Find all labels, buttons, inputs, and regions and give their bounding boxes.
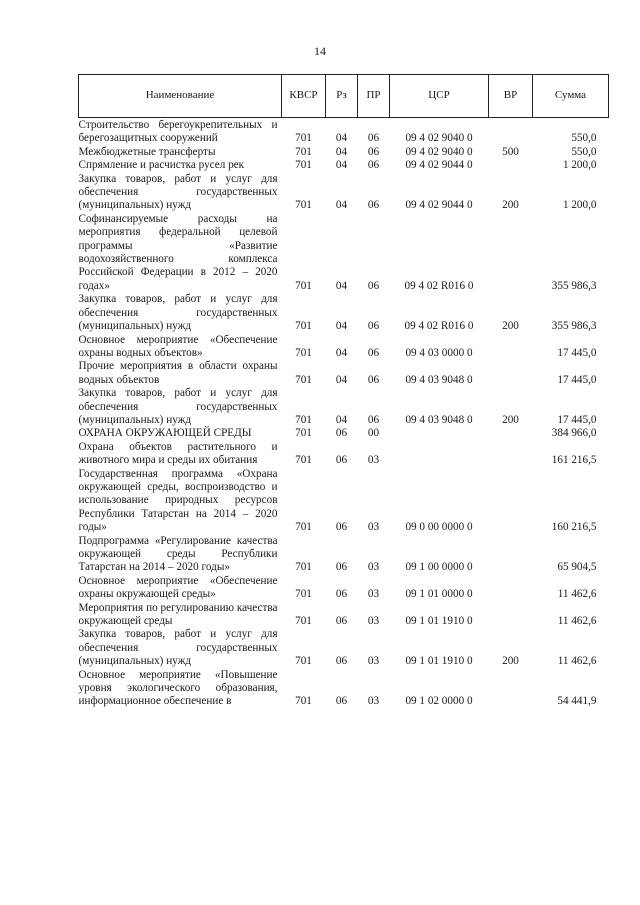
row-csr: 09 1 00 0000 0 bbox=[405, 561, 473, 574]
row-csr: 09 4 02 9044 0 bbox=[405, 199, 473, 212]
row-name: Закупка товаров, работ и услуг для обеспечения государственных (муниципальных) нужд bbox=[78, 387, 278, 426]
row-pr: 03 bbox=[367, 561, 380, 574]
row-name: Закупка товаров, работ и услуг для обеспечения государственных (муниципальных) нужд bbox=[78, 172, 278, 212]
row-kvsr: 701 bbox=[295, 159, 312, 172]
row-rz: 06 bbox=[335, 521, 348, 534]
row-vr bbox=[489, 427, 533, 440]
row-kvsr: 701 bbox=[295, 373, 312, 386]
row-name: Подпрограмма «Регулирование качества окружающей среды Республики Татарстан на 2014 – 2020 годы» bbox=[78, 534, 278, 574]
header-csr: ЦСР bbox=[390, 75, 489, 118]
row-kvsr: 701 bbox=[295, 588, 312, 601]
row-sum: 17 445,0 bbox=[557, 373, 597, 386]
row-rz: 06 bbox=[335, 588, 348, 601]
row-sum: 11 462,6 bbox=[557, 588, 597, 601]
row-rz: 04 bbox=[335, 279, 348, 292]
row-sum: 11 462,6 bbox=[557, 615, 597, 628]
row-sum: 54 441,9 bbox=[557, 695, 597, 708]
row-rz: 06 bbox=[335, 615, 348, 628]
row-vr bbox=[489, 213, 533, 293]
table-row bbox=[79, 173, 609, 213]
row-rz: 06 bbox=[335, 427, 348, 440]
row-pr: 06 bbox=[367, 320, 380, 333]
row-sum: 1 200,0 bbox=[562, 159, 597, 172]
row-rz: 06 bbox=[335, 454, 348, 467]
row-csr bbox=[390, 427, 489, 440]
row-pr: 06 bbox=[367, 159, 380, 172]
table-row bbox=[79, 602, 609, 629]
row-csr: 09 4 03 0000 0 bbox=[405, 346, 473, 359]
table-row bbox=[79, 334, 609, 361]
row-name: Закупка товаров, работ и услуг для обеспечения государственных (муниципальных) нужд bbox=[78, 293, 278, 333]
header-pr: ПР bbox=[358, 75, 390, 118]
row-name: Строительство берегоукрепительных и берегозащитных сооружений bbox=[78, 119, 278, 145]
row-sum: 384 966,0 bbox=[551, 427, 597, 440]
row-name: Основное мероприятие «Повышение уровня экологического образования, информационное обеспечение в bbox=[78, 668, 278, 708]
row-pr: 06 bbox=[367, 145, 380, 158]
row-sum: 550,0 bbox=[571, 145, 597, 158]
row-sum: 65 904,5 bbox=[557, 561, 597, 574]
row-kvsr: 701 bbox=[295, 427, 312, 440]
row-kvsr: 701 bbox=[295, 521, 312, 534]
row-name: Мероприятия по регулированию качества окружающей среды bbox=[78, 601, 278, 628]
row-kvsr: 701 bbox=[295, 320, 312, 333]
row-pr: 03 bbox=[367, 588, 380, 601]
row-csr: 09 4 03 9048 0 bbox=[405, 413, 473, 426]
row-rz: 04 bbox=[335, 413, 348, 426]
row-kvsr: 701 bbox=[295, 132, 312, 145]
row-sum: 161 216,5 bbox=[551, 454, 597, 467]
row-sum: 550,0 bbox=[571, 132, 597, 145]
row-pr: 06 bbox=[367, 199, 380, 212]
row-name: Спрямление и расчистка русел рек bbox=[78, 159, 245, 172]
row-pr: 03 bbox=[367, 521, 380, 534]
table-header-row bbox=[79, 75, 609, 118]
row-csr: 09 1 01 1910 0 bbox=[405, 615, 473, 628]
row-rz: 04 bbox=[335, 320, 348, 333]
row-rz: 06 bbox=[335, 655, 348, 668]
row-vr: 200 bbox=[502, 199, 519, 212]
row-pr: 06 bbox=[367, 373, 380, 386]
row-name: Основное мероприятие «Обеспечение охраны водных объектов» bbox=[78, 333, 278, 359]
row-name: Государственная программа «Охрана окружающей среды, воспроизводство и использование природных ресурсов Республики Татарстан на 2014 – 2020 годы» bbox=[78, 467, 278, 534]
row-sum: 17 445,0 bbox=[557, 346, 597, 359]
row-rz: 06 bbox=[335, 695, 348, 708]
header-rz: Рз bbox=[326, 75, 358, 118]
row-pr: 06 bbox=[367, 279, 380, 292]
row-csr bbox=[390, 441, 489, 468]
row-vr bbox=[489, 575, 533, 602]
row-vr bbox=[489, 468, 533, 535]
row-csr: 09 4 02 R016 0 bbox=[404, 279, 474, 292]
row-kvsr: 701 bbox=[295, 695, 312, 708]
row-csr: 09 0 00 0000 0 bbox=[405, 521, 473, 534]
row-sum: 11 462,6 bbox=[557, 655, 597, 668]
row-vr: 500 bbox=[502, 145, 519, 158]
row-vr bbox=[489, 159, 533, 172]
row-name: Прочие мероприятия в области охраны водных объектов bbox=[78, 360, 278, 386]
row-kvsr: 701 bbox=[295, 279, 312, 292]
row-sum: 355 986,3 bbox=[551, 320, 597, 333]
row-vr bbox=[489, 118, 533, 146]
row-pr: 03 bbox=[367, 615, 380, 628]
row-kvsr: 701 bbox=[295, 615, 312, 628]
row-kvsr: 701 bbox=[295, 655, 312, 668]
row-csr: 09 1 01 0000 0 bbox=[405, 588, 473, 601]
row-sum: 1 200,0 bbox=[562, 199, 597, 212]
row-vr bbox=[489, 360, 533, 387]
row-pr: 06 bbox=[367, 346, 380, 359]
header-vr: ВР bbox=[489, 75, 533, 118]
row-rz: 04 bbox=[335, 199, 348, 212]
page-number: 14 bbox=[314, 44, 326, 58]
row-rz: 04 bbox=[335, 145, 348, 158]
row-vr: 200 bbox=[502, 655, 519, 668]
row-sum: 160 216,5 bbox=[551, 521, 597, 534]
table-row bbox=[79, 360, 609, 387]
row-csr: 09 1 01 1910 0 bbox=[405, 655, 473, 668]
table-row bbox=[79, 118, 609, 146]
row-vr: 200 bbox=[502, 320, 519, 333]
row-name: Межбюджетные трансферты bbox=[78, 145, 216, 158]
row-kvsr: 701 bbox=[295, 413, 312, 426]
table-row bbox=[79, 468, 609, 535]
table-row bbox=[79, 628, 609, 668]
row-kvsr: 701 bbox=[295, 145, 312, 158]
table-row bbox=[79, 213, 609, 293]
row-pr: 06 bbox=[367, 413, 380, 426]
table-row bbox=[79, 575, 609, 602]
row-rz: 04 bbox=[335, 373, 348, 386]
row-name: Охрана объектов растительного и животного мира и среды их обитания bbox=[78, 440, 278, 467]
header-sum: Сумма bbox=[533, 75, 609, 118]
table-row bbox=[79, 535, 609, 575]
row-kvsr: 701 bbox=[295, 454, 312, 467]
row-vr bbox=[489, 669, 533, 709]
row-vr bbox=[489, 602, 533, 629]
table-row bbox=[79, 293, 609, 333]
table-row bbox=[79, 441, 609, 468]
row-csr: 09 1 02 0000 0 bbox=[405, 695, 473, 708]
row-rz: 04 bbox=[335, 159, 348, 172]
row-name: Закупка товаров, работ и услуг для обеспечения государственных (муниципальных) нужд bbox=[78, 628, 278, 668]
row-sum: 355 986,3 bbox=[551, 279, 597, 292]
table-row bbox=[79, 387, 609, 427]
row-name: Софинансируемые расходы на мероприятия федеральной целевой программы «Развитие водохозяйственного комплекса Российской Федерации в 2012 – 2020 годах» bbox=[78, 212, 278, 292]
row-pr: 06 bbox=[367, 132, 380, 145]
row-rz: 06 bbox=[335, 561, 348, 574]
row-csr: 09 4 03 9048 0 bbox=[405, 373, 473, 386]
row-vr bbox=[489, 441, 533, 468]
budget-table bbox=[78, 74, 609, 709]
row-rz: 04 bbox=[335, 346, 348, 359]
row-rz: 04 bbox=[335, 132, 348, 145]
row-vr bbox=[489, 535, 533, 575]
row-pr: 03 bbox=[367, 454, 380, 467]
row-pr: 03 bbox=[367, 655, 380, 668]
row-csr: 09 4 02 9040 0 bbox=[405, 132, 473, 145]
table-row bbox=[79, 669, 609, 709]
row-csr: 09 4 02 R016 0 bbox=[404, 320, 474, 333]
row-sum: 17 445,0 bbox=[557, 413, 597, 426]
row-pr: 03 bbox=[367, 695, 380, 708]
header-kvsr: КВСР bbox=[282, 75, 326, 118]
row-kvsr: 701 bbox=[295, 346, 312, 359]
row-pr: 00 bbox=[367, 427, 380, 440]
row-name: ОХРАНА ОКРУЖАЮЩЕЙ СРЕДЫ bbox=[78, 427, 252, 440]
row-kvsr: 701 bbox=[295, 199, 312, 212]
table-row bbox=[79, 146, 609, 159]
row-vr: 200 bbox=[502, 413, 519, 426]
header-name: Наименование bbox=[79, 75, 282, 118]
table-row bbox=[79, 427, 609, 440]
row-csr: 09 4 02 9040 0 bbox=[405, 145, 473, 158]
table-row bbox=[79, 159, 609, 172]
row-name: Основное мероприятие «Обеспечение охраны окружающей среды» bbox=[78, 574, 278, 601]
row-kvsr: 701 bbox=[295, 561, 312, 574]
row-csr: 09 4 02 9044 0 bbox=[405, 159, 473, 172]
row-vr bbox=[489, 334, 533, 361]
